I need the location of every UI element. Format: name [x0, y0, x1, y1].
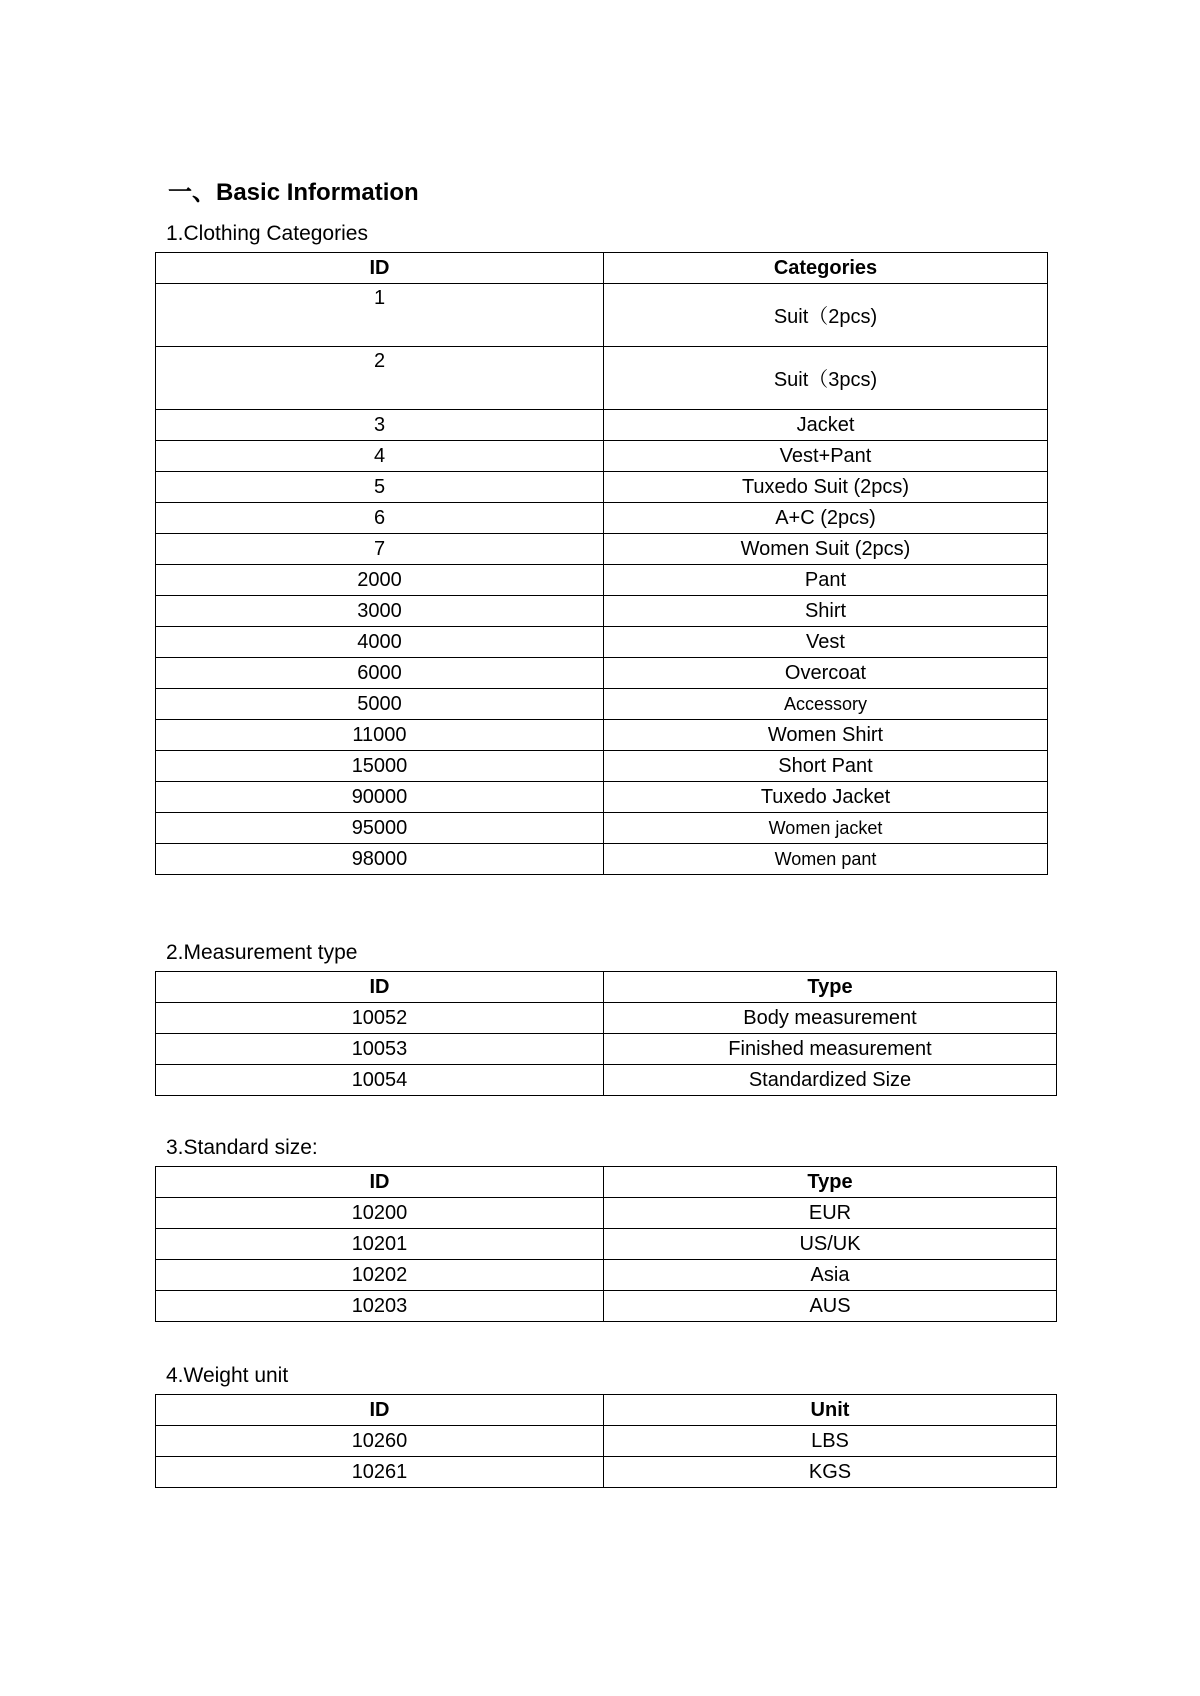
cell-id: 3 — [156, 410, 604, 441]
section-title-standard-size: 3.Standard size: — [166, 1136, 318, 1159]
cell-id: 10054 — [156, 1065, 604, 1096]
cell-category: Pant — [604, 565, 1048, 596]
table-row — [156, 1260, 1057, 1291]
cell-category: Tuxedo Jacket — [604, 782, 1048, 813]
cell-category: Women Suit (2pcs) — [604, 534, 1048, 565]
cell-id: 4000 — [156, 627, 604, 658]
cell-id: 5 — [156, 472, 604, 503]
cell-type: Finished measurement — [604, 1034, 1057, 1065]
table-header-row — [156, 972, 1057, 1003]
clothing-categories-table — [155, 252, 1048, 875]
table-row — [156, 441, 1048, 472]
cell-id: 7 — [156, 534, 604, 565]
cell-category: Suit（3pcs) — [604, 347, 1048, 410]
cell-id: 98000 — [156, 844, 604, 875]
cell-id: 10260 — [156, 1426, 604, 1457]
table-row — [156, 347, 1048, 410]
table-header-row — [156, 1167, 1057, 1198]
cell-type: Standardized Size — [604, 1065, 1057, 1096]
cell-type: Body measurement — [604, 1003, 1057, 1034]
cell-category: A+C (2pcs) — [604, 503, 1048, 534]
cell-type: Asia — [604, 1260, 1057, 1291]
cell-type: EUR — [604, 1198, 1057, 1229]
cell-id: 10201 — [156, 1229, 604, 1260]
column-header-categories: Categories — [604, 253, 1048, 284]
table-row — [156, 1291, 1057, 1322]
cell-category: Jacket — [604, 410, 1048, 441]
table-row — [156, 813, 1048, 844]
cell-id: 10200 — [156, 1198, 604, 1229]
column-header-type: Type — [604, 972, 1057, 1003]
cell-id: 6000 — [156, 658, 604, 689]
cell-id: 1 — [156, 284, 604, 347]
table-row — [156, 503, 1048, 534]
cell-id: 10261 — [156, 1457, 604, 1488]
cell-id: 10052 — [156, 1003, 604, 1034]
cell-id: 3000 — [156, 596, 604, 627]
cell-category: Tuxedo Suit (2pcs) — [604, 472, 1048, 503]
cell-category: Shirt — [604, 596, 1048, 627]
table-row — [156, 534, 1048, 565]
cell-id: 10053 — [156, 1034, 604, 1065]
cell-id: 90000 — [156, 782, 604, 813]
table-row — [156, 689, 1048, 720]
column-header-unit: Unit — [604, 1395, 1057, 1426]
cell-type: US/UK — [604, 1229, 1057, 1260]
cell-unit: LBS — [604, 1426, 1057, 1457]
table-header-row — [156, 253, 1048, 284]
cell-id: 15000 — [156, 751, 604, 782]
table-row — [156, 751, 1048, 782]
cell-category: Suit（2pcs) — [604, 284, 1048, 347]
table-row — [156, 627, 1048, 658]
cell-id: 10203 — [156, 1291, 604, 1322]
column-header-id: ID — [156, 1395, 604, 1426]
table-row — [156, 782, 1048, 813]
cell-category: Accessory — [604, 689, 1048, 720]
weight-unit-table — [155, 1394, 1057, 1488]
cell-id: 4 — [156, 441, 604, 472]
table-row — [156, 1198, 1057, 1229]
table-row — [156, 1034, 1057, 1065]
cell-type: AUS — [604, 1291, 1057, 1322]
cell-category: Vest+Pant — [604, 441, 1048, 472]
table-row — [156, 658, 1048, 689]
table-row — [156, 1426, 1057, 1457]
column-header-id: ID — [156, 1167, 604, 1198]
column-header-type: Type — [604, 1167, 1057, 1198]
cell-category: Women jacket — [604, 813, 1048, 844]
table-row — [156, 472, 1048, 503]
cell-id: 11000 — [156, 720, 604, 751]
table-row — [156, 565, 1048, 596]
measurement-type-table — [155, 971, 1057, 1096]
table-row — [156, 1229, 1057, 1260]
cell-id: 5000 — [156, 689, 604, 720]
table-row — [156, 410, 1048, 441]
cell-id: 6 — [156, 503, 604, 534]
cell-category: Women Shirt — [604, 720, 1048, 751]
cell-id: 95000 — [156, 813, 604, 844]
cell-category: Women pant — [604, 844, 1048, 875]
standard-size-table — [155, 1166, 1057, 1322]
table-row — [156, 596, 1048, 627]
table-row — [156, 1457, 1057, 1488]
cell-category: Vest — [604, 627, 1048, 658]
column-header-id: ID — [156, 972, 604, 1003]
column-header-id: ID — [156, 253, 604, 284]
cell-id: 2 — [156, 347, 604, 410]
cell-category: Overcoat — [604, 658, 1048, 689]
section-title-measurement-type: 2.Measurement type — [166, 941, 358, 964]
cell-unit: KGS — [604, 1457, 1057, 1488]
table-row — [156, 720, 1048, 751]
section-title-weight-unit: 4.Weight unit — [166, 1364, 289, 1387]
table-header-row — [156, 1395, 1057, 1426]
table-row — [156, 1065, 1057, 1096]
table-row — [156, 844, 1048, 875]
page-heading: 一、Basic Information — [168, 179, 419, 206]
table-row — [156, 1003, 1057, 1034]
cell-id: 10202 — [156, 1260, 604, 1291]
cell-category: Short Pant — [604, 751, 1048, 782]
cell-id: 2000 — [156, 565, 604, 596]
table-row — [156, 284, 1048, 347]
section-title-clothing-categories: 1.Clothing Categories — [166, 222, 368, 245]
